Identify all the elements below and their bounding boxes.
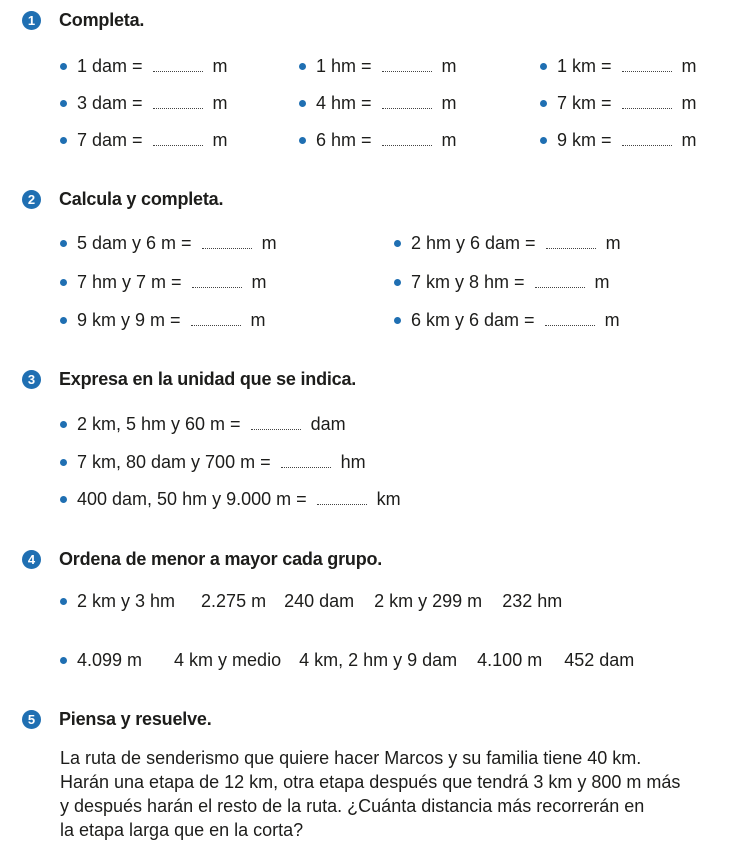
item-text: 2 km, 5 hm y 60 m =: [77, 414, 241, 434]
section-title: Ordena de menor a mayor cada grupo.: [59, 549, 383, 569]
exercise-item: [540, 56, 697, 77]
item-unit: m: [604, 310, 620, 330]
exercise-item: [299, 93, 457, 114]
order-value: 2 km y 299 m: [374, 591, 483, 611]
order-group-2: [60, 650, 660, 671]
exercise-item: [540, 130, 697, 151]
bullet-icon: [299, 100, 306, 107]
item-text: 9 km =: [557, 130, 612, 150]
bullet-icon: [394, 279, 401, 286]
order-value: 4 km, 2 hm y 9 dam: [299, 650, 458, 670]
exercise-item: [299, 130, 457, 151]
bullet-icon: [60, 598, 67, 605]
item-text: 5 dam y 6 m =: [77, 233, 192, 253]
exercise-item: [394, 272, 610, 293]
answer-blank[interactable]: [153, 71, 203, 72]
item-text: 7 hm y 7 m =: [77, 272, 182, 292]
answer-blank[interactable]: [202, 248, 252, 249]
section-number-badge: 2: [22, 190, 41, 209]
bullet-icon: [60, 279, 67, 286]
answer-blank[interactable]: [153, 145, 203, 146]
item-text: 6 hm =: [316, 130, 372, 150]
order-value: 2 km y 3 hm: [77, 591, 176, 611]
item-text: 3 dam =: [77, 93, 143, 113]
exercise-item: [60, 130, 228, 151]
bullet-icon: [60, 421, 67, 428]
bullet-icon: [540, 137, 547, 144]
bullet-icon: [60, 496, 67, 503]
item-text: 4 hm =: [316, 93, 372, 113]
exercise-item: [540, 93, 697, 114]
bullet-icon: [540, 100, 547, 107]
bullet-icon: [299, 63, 306, 70]
exercise-item: [60, 310, 266, 331]
exercise-item: [60, 414, 346, 435]
item-unit: m: [212, 130, 228, 150]
exercise-item: [60, 56, 228, 77]
section-number-badge: 5: [22, 710, 41, 729]
item-unit: m: [212, 56, 228, 76]
problem-line: La ruta de senderismo que quiere hacer Marcos y su familia tiene 40 km.: [60, 748, 642, 768]
order-value: 240 dam: [284, 591, 355, 611]
answer-blank[interactable]: [281, 467, 331, 468]
order-group-1: [60, 591, 588, 612]
item-text: 6 km y 6 dam =: [411, 310, 535, 330]
answer-blank[interactable]: [191, 325, 241, 326]
answer-blank[interactable]: [153, 108, 203, 109]
order-value: 4.099 m: [77, 650, 143, 670]
item-text: 9 km y 9 m =: [77, 310, 181, 330]
item-unit: m: [250, 310, 266, 330]
item-text: 7 km =: [557, 93, 612, 113]
item-text: 1 km =: [557, 56, 612, 76]
bullet-icon: [60, 100, 67, 107]
bullet-icon: [60, 137, 67, 144]
bullet-icon: [60, 317, 67, 324]
answer-blank[interactable]: [382, 108, 432, 109]
item-unit: m: [251, 272, 267, 292]
order-value: 4 km y medio: [174, 650, 282, 670]
answer-blank[interactable]: [382, 71, 432, 72]
bullet-icon: [394, 240, 401, 247]
section-number-badge: 3: [22, 370, 41, 389]
item-unit: m: [681, 93, 697, 113]
exercise-item: [299, 56, 457, 77]
exercise-item: [394, 233, 621, 254]
answer-blank[interactable]: [382, 145, 432, 146]
section-title: Completa.: [59, 10, 145, 30]
bullet-icon: [299, 137, 306, 144]
item-unit: m: [605, 233, 621, 253]
item-text: 7 dam =: [77, 130, 143, 150]
item-text: 7 km y 8 hm =: [411, 272, 525, 292]
order-value: 4.100 m: [477, 650, 543, 670]
answer-blank[interactable]: [251, 429, 301, 430]
order-value: 232 hm: [502, 591, 563, 611]
item-text: 1 dam =: [77, 56, 143, 76]
exercise-item: [60, 233, 277, 254]
answer-blank[interactable]: [622, 145, 672, 146]
answer-blank[interactable]: [546, 248, 596, 249]
item-unit: m: [594, 272, 610, 292]
problem-line: Harán una etapa de 12 km, otra etapa después que tendrá 3 km y 800 m más: [60, 772, 681, 792]
order-value: 2.275 m: [201, 591, 267, 611]
section-3-header: [22, 369, 356, 390]
answer-blank[interactable]: [192, 287, 242, 288]
exercise-item: [394, 310, 620, 331]
item-unit: m: [681, 130, 697, 150]
bullet-icon: [60, 240, 67, 247]
bullet-icon: [60, 63, 67, 70]
section-1-header: [22, 10, 144, 31]
answer-blank[interactable]: [545, 325, 595, 326]
answer-blank[interactable]: [535, 287, 585, 288]
item-unit: km: [376, 489, 401, 509]
answer-blank[interactable]: [622, 108, 672, 109]
section-title: Piensa y resuelve.: [59, 709, 212, 729]
order-value: 452 dam: [564, 650, 635, 670]
section-2-header: [22, 189, 223, 210]
section-number-badge: 4: [22, 550, 41, 569]
item-text: 400 dam, 50 hm y 9.000 m =: [77, 489, 307, 509]
item-unit: m: [441, 130, 457, 150]
item-unit: m: [212, 93, 228, 113]
exercise-item: [60, 93, 228, 114]
item-unit: m: [441, 56, 457, 76]
section-5-header: [22, 709, 212, 730]
item-unit: m: [681, 56, 697, 76]
item-text: 1 hm =: [316, 56, 372, 76]
bullet-icon: [60, 459, 67, 466]
bullet-icon: [60, 657, 67, 664]
section-number-badge: 1: [22, 11, 41, 30]
item-unit: m: [441, 93, 457, 113]
exercise-item: [60, 489, 401, 510]
section-4-header: [22, 549, 382, 570]
section-title: Calcula y completa.: [59, 189, 224, 209]
item-unit: dam: [310, 414, 346, 434]
item-text: 7 km, 80 dam y 700 m =: [77, 452, 271, 472]
exercise-item: [60, 452, 366, 473]
item-text: 2 hm y 6 dam =: [411, 233, 536, 253]
exercise-item: [60, 272, 267, 293]
bullet-icon: [394, 317, 401, 324]
item-unit: m: [261, 233, 277, 253]
problem-text: [60, 746, 720, 842]
problem-line: la etapa larga que en la corta?: [60, 820, 304, 840]
item-unit: hm: [340, 452, 366, 472]
problem-line: y después harán el resto de la ruta. ¿Cuánta distancia más recorrerán en: [60, 796, 645, 816]
section-title: Expresa en la unidad que se indica.: [59, 369, 357, 389]
answer-blank[interactable]: [622, 71, 672, 72]
bullet-icon: [540, 63, 547, 70]
answer-blank[interactable]: [317, 504, 367, 505]
